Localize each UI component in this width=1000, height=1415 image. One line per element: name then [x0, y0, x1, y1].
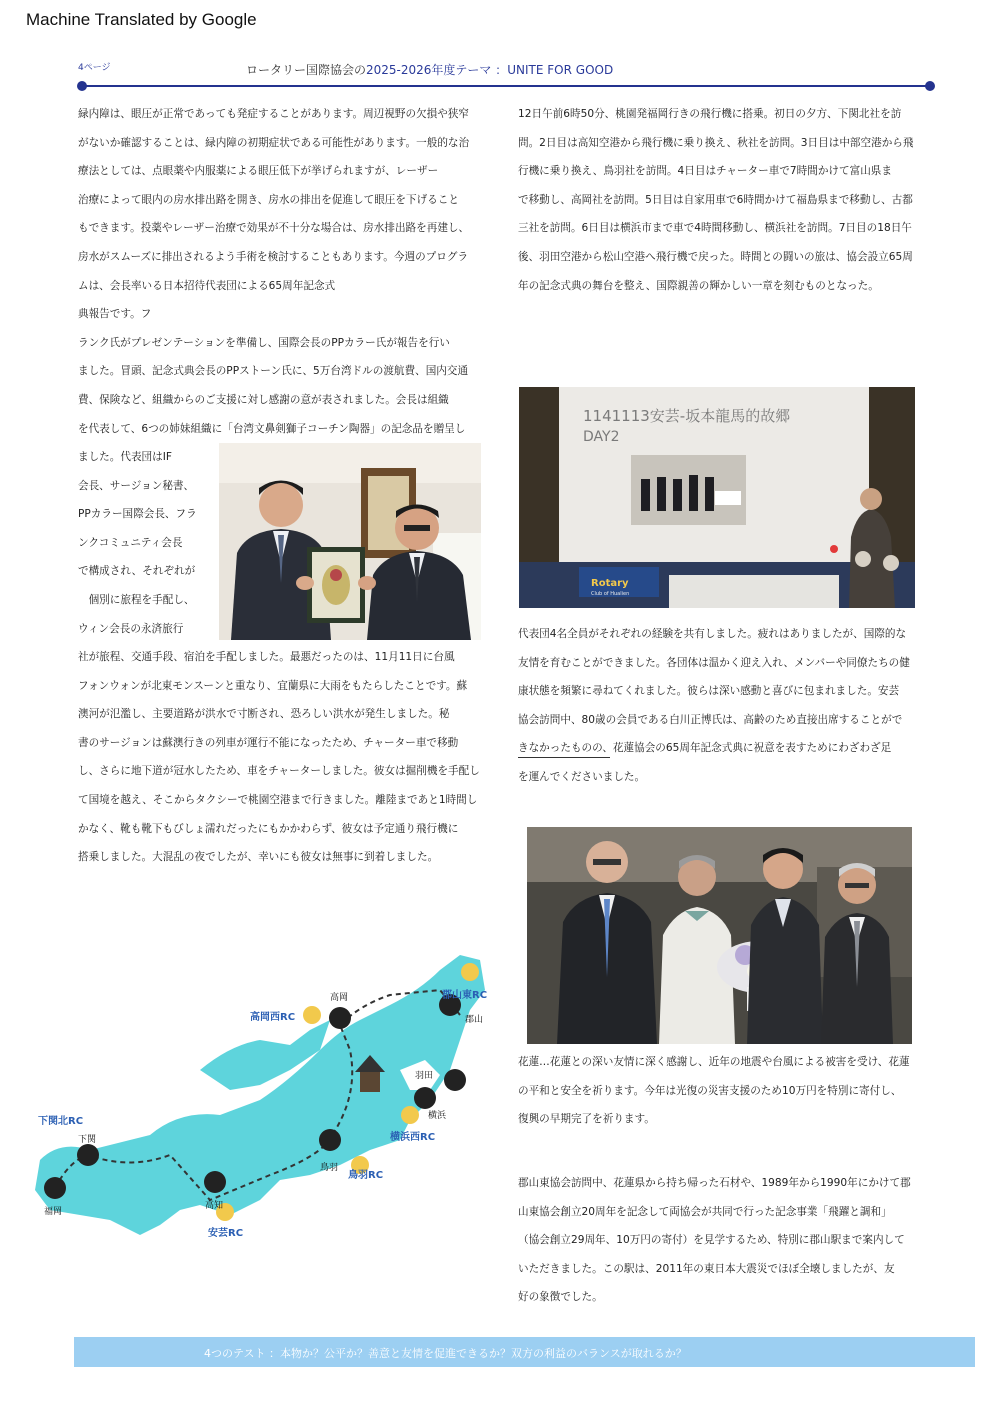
text-line: を運んでくださいました。	[518, 770, 646, 783]
photo-gift-presentation-art	[219, 443, 481, 640]
text-line: 療法としては、点眼薬や内服薬による眼圧低下が挙げられますが、レーザー	[78, 165, 439, 178]
photo-presentation-slide	[519, 387, 915, 608]
slide-banner-sub: Club of Hualien	[591, 591, 630, 597]
text-line: 問。2日目は高知空港から飛行機に乗り換え、秋社を訪問。3日目は中部空港から飛	[518, 136, 914, 149]
text-line: 康状態を頻繁に尋ねてくれました。彼らは深い感動と喜びに包まれました。安芸	[518, 685, 900, 698]
slide-subtitle: DAY2	[583, 429, 620, 445]
text-line: きなかったものの、花蓮協会の65周年記念式典に祝意を表すためにわざわざ足	[518, 742, 892, 755]
map-city-takaoka: 高岡	[330, 993, 349, 1003]
right-text-block-2	[518, 620, 910, 792]
slide-banner-text: Rotary	[591, 578, 629, 589]
text-line: し、さらに地下道が冠水したため、車をチャーターしました。彼女は掘削機を手配し	[78, 765, 480, 778]
text-line: 山東協会創立20周年を記念して両協会が共同で行った記念事業「飛躍と調和」	[518, 1205, 892, 1218]
right-text-block-4	[518, 1169, 911, 1312]
header-divider	[80, 85, 932, 87]
photo-presentation-slide-art	[519, 387, 915, 608]
mt-banner: Machine Translated by Google	[26, 10, 257, 29]
text-line: 年の記念式典の舞台を整え、国際親善の輝かしい一章を刻むものとなった。	[518, 279, 879, 292]
text-line: て国境を越え、そこからタクシーで桃園空港まで行きました。離陸まであと1時間し	[78, 793, 478, 806]
photo-gift-presentation	[219, 443, 481, 640]
map-city-koriyama: 郡山	[465, 1015, 484, 1025]
underline-mark	[518, 757, 610, 758]
text-line: ました。代表団はIF	[78, 451, 172, 463]
footer-four-way-test: 4つのテスト ：本物か？公平か？善意と友情を促進できるか？双方の利益のバランスが取れるか？	[204, 1347, 687, 1360]
divider-dot-right	[925, 81, 935, 91]
route-map-art	[30, 950, 505, 1255]
slide-title: 1141113安芸-坂本龍馬的故郷	[583, 407, 791, 425]
divider-dot-left	[77, 81, 87, 91]
header-title	[246, 61, 613, 78]
text-line: 書のサージョンは蘇澳行きの列車が運行不能になったため、チャーター車で移動	[78, 736, 459, 749]
map-label-takaoka-nishi-rc: 高岡西RC	[250, 1012, 296, 1023]
map-city-kochi: 高知	[205, 1201, 224, 1211]
text-line: 費、保険など、組織からのご支援に対し感謝の意が表されました。会長は組織	[78, 393, 449, 406]
text-line: いただきました。この駅は、2011年の東日本大震災でほぼ全壊しましたが、友	[518, 1262, 895, 1275]
text-line: 搭乗しました。大混乱の夜でしたが、幸いにも彼女は無事に到着しました。	[78, 851, 439, 864]
text-line: 代表団4名全員がそれぞれの経験を共有しました。疲れはありましたが、国際的な	[518, 628, 907, 640]
text-line: 個別に旅程を手配し、	[78, 593, 195, 606]
text-line: フォンウォンが北東モンスーンと重なり、宜蘭県に大雨をもたらしたことです。蘇	[78, 679, 468, 692]
text-line: で移動し、高岡社を訪問。5日目は自家用車で6時間かけて福島県まで移動し、古都	[518, 193, 913, 206]
footer-bar	[74, 1337, 975, 1367]
text-line: ンクコミュニティ会長	[78, 536, 183, 549]
map-city-fukuoka: 福岡	[44, 1207, 63, 1217]
text-line: 緑内障は、眼圧が正常であっても発症することがあります。周辺視野の欠損や狭窄	[78, 108, 470, 120]
text-line: 典報告です。フ	[78, 308, 152, 321]
text-line: PPカラー国際会長、フラ	[78, 508, 197, 521]
text-line: の平和と安全を祈ります。今年は光復の災害支援のため10万円を特別に寄付し、	[518, 1084, 902, 1097]
route-map	[30, 950, 505, 1255]
text-line: を代表して、6つの姉妹組織に「台湾文鼻剣獅子コーチン陶器」の記念品を贈呈し	[78, 422, 466, 435]
right-text-block-1	[518, 100, 914, 300]
text-line: 房水がスムーズに排出されるよう手術を検討することもあります。今週のプログラ	[78, 250, 469, 263]
text-line: 好の象徴でした。	[518, 1291, 603, 1304]
text-line: 郡山東協会訪問中、花蓮県から持ち帰った石材や、1989年から1990年にかけて郡	[518, 1177, 911, 1189]
left-text-block-1	[78, 100, 469, 443]
map-label-aki-rc: 安芸RC	[208, 1228, 244, 1239]
text-line: 治療によって眼内の房水排出路を開き、房水の排出を促進して眼圧を下げること	[78, 193, 459, 206]
map-label-yokohama-nishi-rc: 横浜西RC	[390, 1132, 436, 1143]
header-title-prefix: ロータリー国際協会の	[246, 63, 367, 77]
text-line: ウィン会長の永済旅行	[78, 622, 184, 635]
right-text-block-3	[518, 1048, 910, 1134]
page-number: 4ページ	[78, 63, 111, 73]
text-line: ました。冒頭、記念式典会長のPPストーン氏に、5万台湾ドルの渡航費、国内交通	[78, 365, 469, 378]
text-line: ムは、会長率いる日本招待代表団による65周年記念式	[78, 279, 336, 292]
text-line: もできます。投薬やレーザー治療で効果が不十分な場合は、房水排出路を再建し、	[78, 222, 470, 235]
text-line: 会長、サージョン秘書、	[78, 479, 195, 492]
text-line: 花蓮…花蓮との深い友情に深く感謝し、近年の地震や台風による被害を受け、花蓮	[518, 1056, 910, 1068]
text-line: 友情を育むことができました。各団体は温かく迎え入れ、メンバーや同僚たちの健	[518, 656, 910, 669]
left-text-block-2	[78, 643, 480, 872]
map-label-shimonoseki-kita-rc: 下関北RC	[38, 1116, 84, 1127]
text-line: かなく、靴も靴下もびしょ濡れだったにもかかわらず、彼女は予定通り飛行機に	[78, 822, 459, 835]
text-line: ランク氏がプレゼンテーションを準備し、国際会長のPPカラー氏が報告を行い	[78, 336, 450, 349]
left-text-block-narrow	[78, 443, 197, 643]
text-line: 社が旅程、交通手段、宿泊を手配しました。最悪だったのは、11月11日に台風	[78, 651, 455, 663]
text-line: 行機に乗り換え、鳥羽社を訪問。4日目はチャーター車で7時間かけて富山県ま	[518, 165, 892, 178]
text-line: がないか確認することは、緑内障の初期症状である可能性があります。一般的な治	[78, 136, 470, 149]
text-line: 12日午前6時50分、桃園発福岡行きの飛行機に搭乗。初日の夕方、下関北社を訪	[518, 108, 902, 120]
map-label-toba-rc: 鳥羽RC	[348, 1170, 384, 1181]
map-city-yokohama: 横浜	[428, 1111, 447, 1121]
map-city-shimonoseki: 下関	[78, 1135, 97, 1145]
map-label-koriyama-higashi-rc: 郡山東RC	[442, 990, 488, 1001]
photo-group-flowers-art	[527, 827, 912, 1044]
text-line: 後、羽田空港から松山空港へ飛行機で戻った。時間との闘いの旅は、協会設立65周	[518, 250, 913, 263]
text-line: （協会創立29周年、10万円の寄付）を見学するため、特別に郡山駅まで案内して	[518, 1234, 905, 1247]
text-line: 協会訪問中、80歳の会員である白川正博氏は、高齢のため直接出席することがで	[518, 713, 903, 726]
header-title-theme: 2025-2026年度テーマ ：UNITE FOR GOOD	[366, 63, 614, 77]
text-line: 三社を訪問。6日目は横浜市まで車で4時間移動し、横浜社を訪問。7日目の18日午	[518, 222, 912, 235]
text-line: 澳河が氾濫し、主要道路が洪水で寸断され、恐ろしい洪水が発生しました。秘	[78, 708, 450, 721]
map-city-toba: 鳥羽	[320, 1163, 339, 1173]
map-city-haneda: 羽田	[415, 1071, 434, 1081]
text-line: 復興の早期完了を祈ります。	[518, 1113, 655, 1126]
text-line: で構成され、それぞれが	[78, 565, 196, 578]
photo-group-flowers	[527, 827, 912, 1044]
